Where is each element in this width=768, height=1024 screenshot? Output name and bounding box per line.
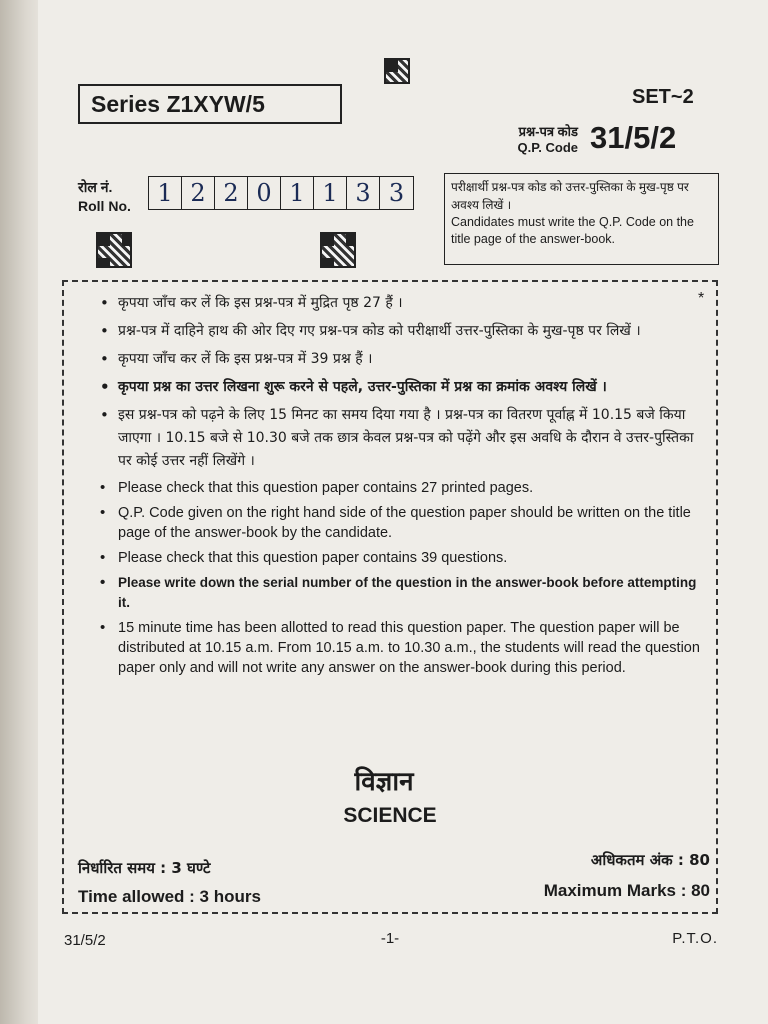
roll-digit: 1 [149, 177, 182, 209]
subject-title-hi: विज्ञान [354, 767, 414, 797]
qr-code-icon [96, 232, 132, 268]
roll-digit: 2 [215, 177, 248, 209]
roll-digit: 3 [347, 177, 380, 209]
roll-digit: 3 [388, 179, 405, 207]
roll-digit: 1 [281, 177, 314, 209]
instruction-item: • Please check that this question paper contains 39 questions. [100, 548, 700, 568]
instruction-item: • Please check that this question paper contains 27 printed pages. [100, 478, 700, 498]
roll-digit: 0 [248, 177, 281, 209]
qp-code-labels [488, 124, 578, 156]
roll-number-field [148, 176, 414, 210]
instruction-item: • कृपया जाँच कर लें कि इस प्रश्न-पत्र में मुद्रित पृष्ठ 27 हैं । [100, 292, 700, 315]
instruction-item: • कृपया जाँच कर लें कि इस प्रश्न-पत्र में 39 प्रश्न हैं । [100, 348, 700, 371]
page-number: -1- [380, 930, 400, 947]
series-box [78, 84, 342, 124]
pto-label: P.T.O. [672, 930, 718, 947]
time-allowed-hi: निर्धारित समय : 3 घण्टे [78, 859, 211, 877]
instruction-item: • 15 minute time has been allotted to read this question paper. The question paper will be distributed at 10.15 a.m. From 10.15 a.m. to 10.30 a.m., the students will read the question paper only and will not write any answer on the answer-book during this period. [100, 618, 700, 678]
candidate-note-hi: परीक्षार्थी प्रश्न-पत्र कोड को उत्तर-पुस्तिका के मुख-पृष्ठ पर अवश्य लिखें । [451, 180, 689, 212]
candidate-note-en: Candidates must write the Q.P. Code on the title page of the answer-book. [451, 215, 694, 246]
series-label: Series Z1XYW/5 [91, 90, 265, 117]
footer-qp-code: 31/5/2 [64, 932, 106, 949]
roll-label-en: Roll No. [78, 198, 131, 214]
roll-label-hi: रोल नं. [78, 179, 113, 195]
candidate-note-box [444, 173, 719, 265]
instruction-item: • कृपया प्रश्न का उत्तर लिखना शुरू करने से पहले, उत्तर-पुस्तिका में प्रश्न का क्रमांक अवश्य लिखें । [100, 376, 700, 399]
qp-code-label-en: Q.P. Code [517, 140, 578, 155]
qr-code-icon [320, 232, 356, 268]
qr-code-icon [384, 58, 410, 84]
instruction-item: • Q.P. Code given on the right hand side of the question paper should be written on the title page of the answer-book by the candidate. [100, 503, 700, 543]
set-label: SET~2 [632, 86, 694, 108]
maximum-marks-hi: अधिकतम अंक : 80 [590, 851, 710, 869]
instructions-list [100, 292, 700, 683]
instruction-item: • Please write down the serial number of the question in the answer-book before attempting it. [100, 573, 700, 613]
instruction-item: • प्रश्न-पत्र में दाहिने हाथ की ओर दिए गए प्रश्न-पत्र कोड को परीक्षार्थी उत्तर-पुस्तिका के मुख-पृष्ठ पर लिखें । [100, 320, 700, 343]
roll-labels [78, 178, 131, 216]
instruction-item: • इस प्रश्न-पत्र को पढ़ने के लिए 15 मिनट का समय दिया गया है । प्रश्न-पत्र का वितरण पूर्वाह्न में 10.15 बजे किया जाएगा । 10.15 बजे से 10.30 बजे तक छात्र केवल प्रश्न-पत्र को पढ़ेंगे और इस अवधि के दौरान वे उत्तर-पुस्तिका पर कोई उत्तर नहीं लिखेंगे । [100, 404, 700, 473]
star-mark: * [698, 290, 705, 307]
qp-code-value: 31/5/2 [590, 120, 677, 155]
roll-digit: 2 [182, 177, 215, 209]
qp-code-label-hi: प्रश्न-पत्र कोड [518, 124, 578, 139]
maximum-marks-en: Maximum Marks : 80 [543, 881, 710, 900]
time-allowed-en: Time allowed : 3 hours [78, 887, 261, 906]
subject-title-en: SCIENCE [343, 804, 437, 827]
roll-digit: 1 [314, 177, 347, 209]
